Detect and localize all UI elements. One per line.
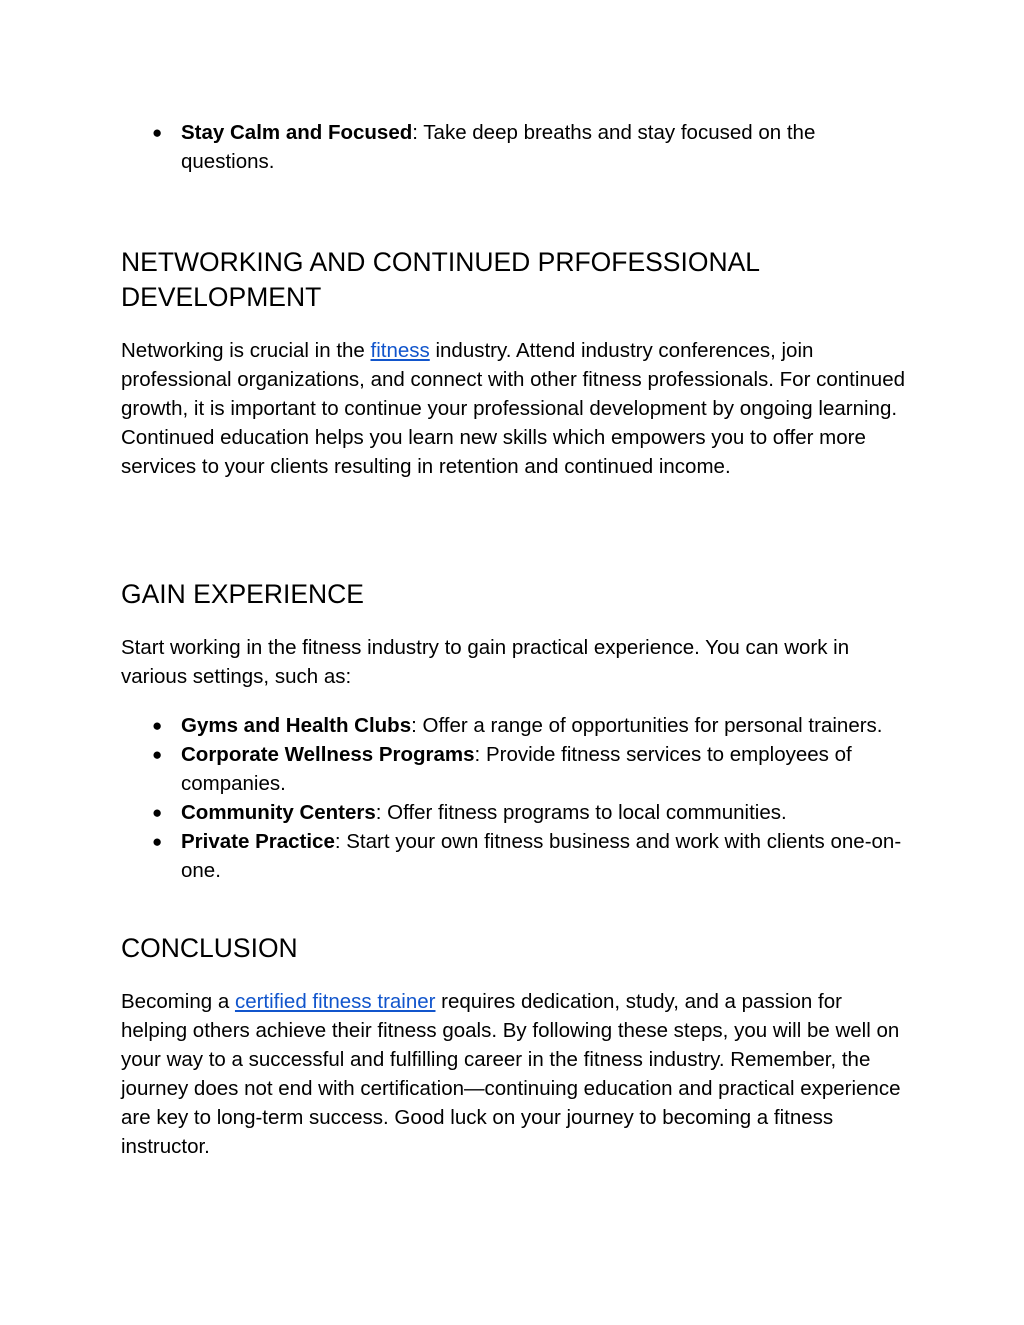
list-item-text: : Offer fitness programs to local communities.: [375, 801, 787, 824]
list-item-text: : Take deep breaths and stay focused on the questions.: [181, 121, 816, 173]
bullet-icon: ●: [152, 745, 163, 764]
list-item-title: Stay Calm and Focused: [181, 121, 413, 144]
list-item-text: : Start your own fitness business and work with clients one-on-one.: [181, 830, 902, 882]
list-item: [121, 827, 911, 885]
list-item: [121, 740, 911, 798]
bullet-icon: ●: [152, 123, 163, 142]
fitness-link[interactable]: fitness: [370, 339, 430, 362]
conclusion-heading: CONCLUSION: [121, 933, 298, 963]
settings-bullet-list: [121, 711, 911, 885]
networking-text-end: industry. Attend industry conferences, join professional organizations, and connect with other fitness professionals. For continued growth, it is important to continue your professional development by ongoing learning. Continued education helps you learn new skills which empowers you to offer more services to your clients resulting in retention and continued income.: [121, 339, 906, 478]
networking-heading: NETWORKING AND CONTINUED PRFOFESSIONAL DEVELOPMENT: [121, 247, 760, 312]
gain-experience-heading: GAIN EXPERIENCE: [121, 579, 364, 609]
gain-experience-intro: Start working in the fitness industry to gain practical experience. You can work in various settings, such as:: [121, 636, 850, 688]
top-bullet-list: [121, 118, 911, 176]
list-item-title: Community Centers: [181, 801, 376, 824]
networking-text-start: Networking is crucial in the: [121, 339, 371, 362]
conclusion-text-end: requires dedication, study, and a passion for helping others achieve their fitness goals. By following these steps, you will be well on your way to a successful and fulfilling career in the fitness industry. Remember, the journey does not end with certification—continuing education and practical experience are key to long-term success. Good luck on your journey to becoming a fitness instructor.: [121, 990, 901, 1158]
conclusion-text-start: Becoming a: [121, 990, 235, 1013]
list-item-title: Private Practice: [181, 830, 335, 853]
list-item: [121, 118, 911, 176]
list-item-text: : Provide fitness services to employees of companies.: [181, 743, 852, 795]
list-item-title: Gyms and Health Clubs: [181, 714, 412, 737]
certified-fitness-trainer-link[interactable]: certified fitness trainer: [234, 990, 436, 1013]
list-item: [121, 711, 911, 740]
conclusion-paragraph: [121, 987, 911, 1161]
bullet-icon: ●: [152, 716, 163, 735]
list-item-title: Corporate Wellness Programs: [181, 743, 475, 766]
list-item-text: : Offer a range of opportunities for personal trainers.: [411, 714, 883, 737]
list-item: [121, 798, 911, 827]
networking-paragraph: [121, 336, 911, 481]
bullet-icon: ●: [152, 832, 163, 851]
bullet-icon: ●: [152, 803, 163, 822]
